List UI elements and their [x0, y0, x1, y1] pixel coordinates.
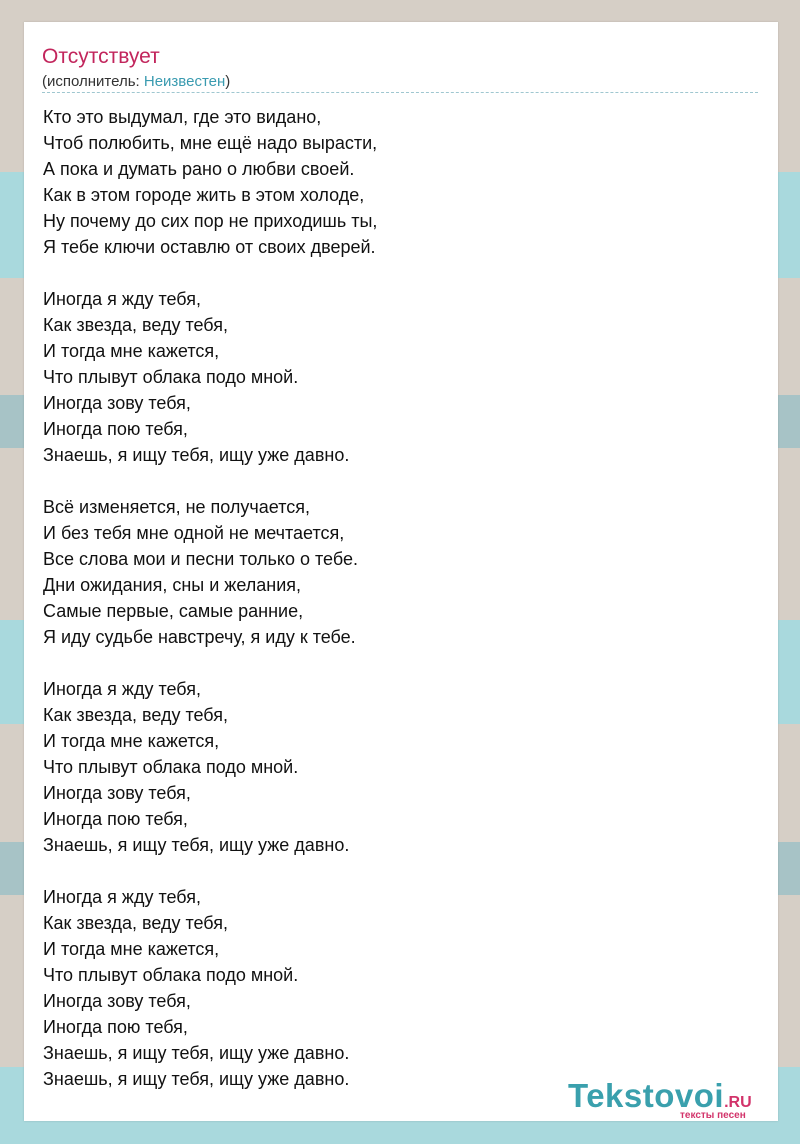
- lyric-line: Знаешь, я ищу тебя, ищу уже давно.: [43, 1069, 350, 1089]
- lyric-line: Иногда пою тебя,: [43, 809, 188, 829]
- lyric-line: Иногда пою тебя,: [43, 1017, 188, 1037]
- lyric-line: Как звезда, веду тебя,: [43, 705, 228, 725]
- header-divider: [42, 92, 758, 93]
- lyric-line: Иногда зову тебя,: [43, 783, 191, 803]
- lyric-line: Знаешь, я ищу тебя, ищу уже давно.: [43, 835, 350, 855]
- lyrics-card: [24, 22, 778, 1121]
- lyric-line: И тогда мне кажется,: [43, 939, 220, 959]
- lyric-line: Я иду судьбе навстречу, я иду к тебе.: [43, 627, 356, 647]
- lyric-line: Самые первые, самые ранние,: [43, 601, 304, 621]
- lyric-line: И без тебя мне одной не мечтается,: [43, 523, 345, 543]
- lyric-line: Знаешь, я ищу тебя, ищу уже давно.: [43, 1043, 350, 1063]
- lyric-line: Я тебе ключи оставлю от своих дверей.: [43, 237, 376, 257]
- song-title: Отсутствует: [42, 45, 160, 68]
- lyric-line: Как звезда, веду тебя,: [43, 315, 228, 335]
- performer-suffix: ): [225, 73, 231, 90]
- lyric-line: Иногда я жду тебя,: [43, 289, 201, 309]
- lyric-line: Что плывут облака подо мной.: [43, 757, 299, 777]
- lyric-line: Дни ожидания, сны и желания,: [43, 575, 301, 595]
- lyric-line: Иногда зову тебя,: [43, 393, 191, 413]
- logo-name: Tekstovoi: [568, 1077, 725, 1114]
- lyric-line: Знаешь, я ищу тебя, ищу уже давно.: [43, 445, 350, 465]
- lyric-line: Иногда я жду тебя,: [43, 887, 201, 907]
- stanza: [43, 884, 743, 1092]
- lyric-line: Иногда пою тебя,: [43, 419, 188, 439]
- site-logo[interactable]: [568, 1078, 778, 1122]
- lyric-line: И тогда мне кажется,: [43, 341, 220, 361]
- lyric-line: Всё изменяется, не получается,: [43, 497, 311, 517]
- lyric-line: Что плывут облака подо мной.: [43, 965, 299, 985]
- lyric-line: Кто это выдумал, где это видано,: [43, 107, 322, 127]
- stanza: [43, 104, 743, 260]
- stanza: [43, 494, 743, 650]
- logo-tagline: тексты песен: [680, 1110, 746, 1121]
- song-header: [42, 44, 758, 93]
- performer-link[interactable]: Неизвестен: [143, 73, 226, 90]
- lyric-line: Как в этом городе жить в этом холоде,: [43, 185, 365, 205]
- lyric-line: Иногда я жду тебя,: [43, 679, 201, 699]
- lyric-line: А пока и думать рано о любви своей.: [43, 159, 355, 179]
- lyric-line: Как звезда, веду тебя,: [43, 913, 228, 933]
- stanza: [43, 676, 743, 858]
- lyrics-body: [43, 104, 743, 1118]
- lyric-line: Ну почему до сих пор не приходишь ты,: [43, 211, 378, 231]
- lyric-line: Что плывут облака подо мной.: [43, 367, 299, 387]
- logo-tld: .RU: [724, 1094, 752, 1111]
- lyric-line: Все слова мои и песни только о тебе.: [43, 549, 358, 569]
- performer-prefix: (исполнитель:: [42, 73, 144, 90]
- stanza: [43, 286, 743, 468]
- lyric-line: Иногда зову тебя,: [43, 991, 191, 1011]
- lyric-line: Чтоб полюбить, мне ещё надо вырасти,: [43, 133, 378, 153]
- lyric-line: И тогда мне кажется,: [43, 731, 220, 751]
- song-performer: [42, 72, 758, 92]
